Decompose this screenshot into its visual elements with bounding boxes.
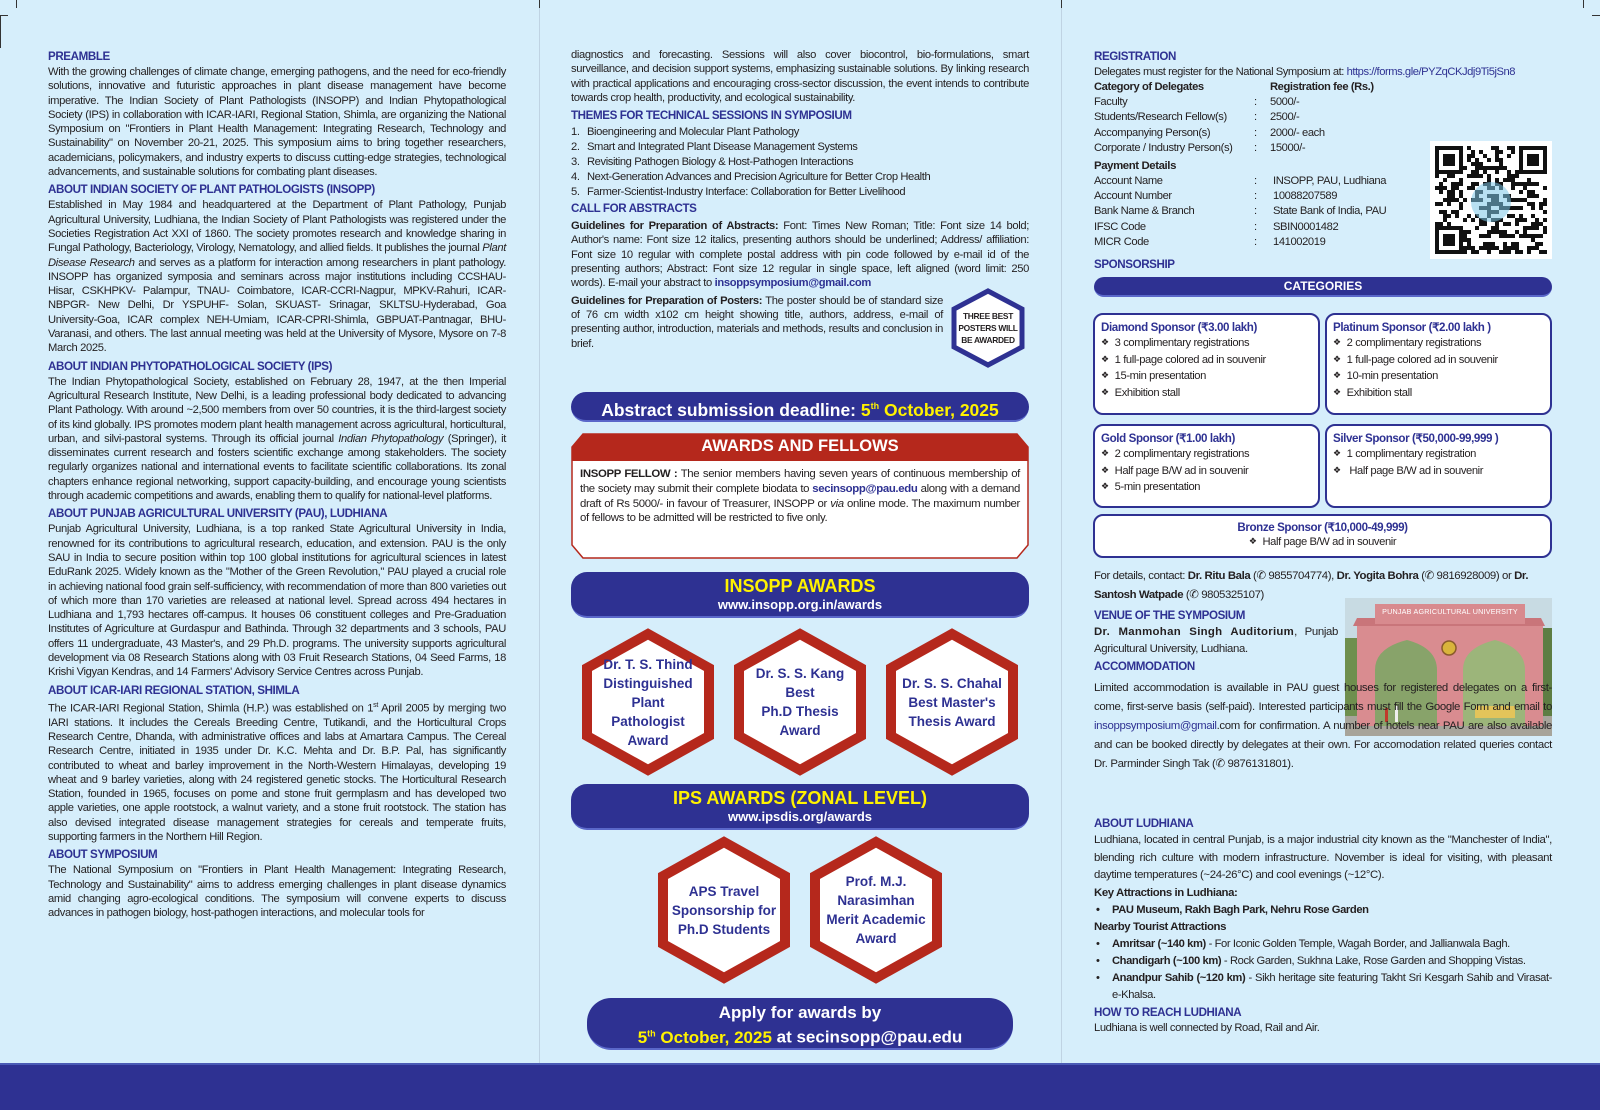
row-label: Bank Name & Branch	[1094, 205, 1195, 218]
accommodation-heading: ACCOMMODATION	[1094, 660, 1195, 673]
row-value: 141002019	[1273, 235, 1326, 248]
column-middle	[571, 48, 1029, 1047]
fee-column-header: Registration fee (Rs.)	[1270, 81, 1374, 93]
row-separator: :	[1254, 205, 1257, 218]
ips-awards-list	[571, 836, 1029, 986]
award-line: Distinguished	[603, 675, 693, 691]
insopp-journal: Plant Disease Research	[48, 242, 506, 269]
ips-text-a: The Indian Phytopathological Society, established on February 28, 1947, at the then Imperial Agricultural Research Institute, New Delhi, is a leading professional body dedicated to advancing Plant Pathology. With around ~2,500 members from over 50 countries, it is the third-largest society of its kind globally. IPS promotes modern plant health management across agricultural, horticultural, urban, and silvi-pastoral systems. Through its official journal	[48, 375, 506, 445]
crop-mark	[1061, 0, 1062, 8]
ips-awards-banner	[571, 784, 1029, 830]
fellow-text-c: online mode. The maximum number of fellows to be admitted will be restricted to five only.	[580, 497, 1020, 525]
insopp-awards-url[interactable]: www.insopp.org.in/awards	[717, 597, 883, 612]
best-posters-badge	[951, 288, 1025, 368]
badge-line: BE AWARDED	[961, 334, 1015, 345]
iari-text-b: April 2005 by merging two IARI stations. It includes the Cereals Breeding Centre, Tutikandi, and the Horticultural Crops Research Centre, Dhanda, with administrative offices and labs at Amartara Campus. The Cereal Research Centre, initiated in 1935 under Dr. K.C. Mehta and Dr. B.P. Pal, has significantly contributed to wheat and barley improvement in the North-Western Himalayas, developing 19 wheat and 9 barley varieties, along with 24 registered genetic stocks. The Horticultural Research Station, founded in 1965, focuses on pome and stone fruit germplasm and has developed two apple varieties, one apple rootstock, a walnut variety, and a stone fruit rootstock. The station has also devised integrated disease management strategies for cereals and temperate fruits, supporting farmers in the Northern Hill Region.	[48, 702, 506, 843]
row-value: 15000/-	[1270, 141, 1306, 154]
gold-sponsor-card	[1093, 424, 1320, 508]
contact-person: Dr. Santosh Watpade	[1094, 570, 1529, 601]
registration-table-header	[1094, 80, 1552, 95]
award-name	[823, 836, 929, 984]
gate-sign-text: PUNJAB AGRICULTURAL UNIVERSITY	[1382, 607, 1518, 616]
deadline-day: 5	[860, 399, 871, 420]
symposium-text: The National Symposium on "Frontiers in Plant Health Management: Integrating Research, Technology and Sustainability" aims to address emerging challenges in plant disease dynamics amid changing agro-ecological conditions. The symposium will convene experts to discuss advances in pathogen biology, host-pathogen interactions, and molecular tools for	[48, 864, 506, 920]
theme-item	[571, 155, 1029, 170]
row-value: State Bank of India, PAU	[1273, 205, 1387, 218]
sponsor-benefit: ❖ 5-min presentation	[1101, 479, 1312, 496]
poster-guidelines-text: The poster should be of standard size of 76 cm width x102 cm height showing title, authors, address, e-mail of presenting author, introduction, materials and methods, results and conclusion in brief.	[571, 294, 943, 350]
award-line: Award	[855, 931, 897, 946]
nearby-attraction	[1094, 970, 1552, 1004]
row-label: Account Number	[1094, 190, 1172, 203]
silver-sponsor-title: Silver Sponsor (₹50,000-99,999 )	[1333, 432, 1499, 445]
attraction-name: Anandpur Sahib (~120 km)	[1112, 971, 1246, 984]
awards-fellows-panel	[571, 433, 1029, 559]
badge-line: THREE BEST	[962, 310, 1014, 321]
award-line: Best Master's	[908, 694, 996, 710]
theme-number: 4.	[571, 171, 580, 184]
award-line: Narasimhan	[837, 893, 915, 908]
awards-fellows-heading: AWARDS AND FELLOWS	[701, 437, 899, 455]
apply-line2	[587, 1023, 1013, 1048]
deadline-date	[861, 400, 999, 420]
award-line: Ph.D Students	[677, 921, 771, 937]
theme-title: Smart and Integrated Plant Disease Management Systems	[587, 141, 858, 154]
sponsor-benefit: ❖ 3 complimentary registrations	[1101, 335, 1312, 352]
platinum-sponsor-card	[1325, 313, 1552, 415]
reach-heading: HOW TO REACH LUDHIANA	[1094, 1005, 1242, 1019]
award-line: Best	[785, 685, 815, 700]
row-separator: :	[1254, 111, 1257, 124]
sponsor-benefit: ❖ Exhibition stall	[1333, 385, 1544, 402]
sponsor-benefit: ❖ 1 full-page colored ad in souvenir	[1333, 352, 1544, 369]
ips-text-b: (Springer), it disseminates current research and fosters scientific exchange among stakeholders. The society regularly organizes national and international events to facilitate scientific collaborations. Its zonal chapters enhance regional networking, support capacity-building, and encourage young scientists through academic competitions and awards, enabling them to qualify for national-level platforms.	[48, 432, 507, 503]
ips-awards-title: IPS AWARDS (ZONAL LEVEL)	[672, 788, 927, 808]
row-separator: :	[1254, 126, 1257, 139]
fellow-label: INSOPP FELLOW :	[580, 468, 678, 480]
row-label: MICR Code	[1094, 235, 1149, 248]
table-row	[1094, 95, 1552, 110]
apply-date	[638, 1028, 772, 1047]
silver-sponsor-benefits	[1333, 446, 1544, 479]
fellow-email-link[interactable]: secinsopp@pau.edu	[812, 482, 918, 495]
row-separator: :	[1254, 175, 1257, 188]
theme-number: 3.	[571, 156, 580, 169]
gold-sponsor-title: Gold Sponsor (₹1.00 lakh)	[1101, 432, 1235, 445]
theme-title: Bioengineering and Molecular Plant Pathology	[587, 126, 799, 139]
poster-guidelines-label: Guidelines for Preparation of Posters:	[571, 294, 763, 307]
award-line: Dr. S. S. Chahal	[902, 675, 1002, 691]
crop-mark	[16, 0, 17, 8]
diamond-sponsor-card	[1093, 313, 1320, 415]
insopp-awards-list	[571, 628, 1029, 778]
registration-qr-code[interactable]	[1430, 141, 1552, 259]
venue-heading: VENUE OF THE SYMPOSIUM	[1094, 609, 1245, 622]
award-name	[747, 628, 853, 776]
ips-text	[48, 375, 506, 504]
contact-prefix: For details, contact:	[1094, 570, 1188, 582]
iari-text	[48, 699, 506, 845]
iari-text-a: The ICAR-IARI Regional Station, Shimla (H.P.) was established on 1	[48, 702, 374, 715]
abstract-guidelines-text: Font: Times New Roman; Title: Font size 14 bold; Author's name: Font size 12 italics, presenting authors should be underlined; Address/ affiliation: Font size 10 regular with complete postal address with pin code followed by e-mail id of the presenting authors; Abstract: Font size 12 regular in single space, left aligned (word limit: 250 words). E-mail your abstract to	[571, 220, 1029, 290]
row-separator: :	[1254, 96, 1257, 109]
abstract-guidelines	[571, 219, 1029, 290]
venue-address: , Punjab Agricultural University, Ludhiana.	[1094, 626, 1338, 655]
row-label: Account Name	[1094, 175, 1163, 188]
iari-sup: st	[373, 701, 378, 709]
theme-number: 2.	[571, 141, 580, 154]
award-line: Merit Academic	[826, 912, 926, 927]
attraction-desc: - For Iconic Golden Temple, Wagah Border, and Jallianwala Bagh.	[1205, 937, 1510, 950]
venue-name: Dr. Manmohan Singh Auditorium	[1094, 626, 1295, 638]
pau-text: Punjab Agricultural University, Ludhiana, is a top ranked State Agricultural University in India, renowned for its contributions to agricultural research, education, and extension. PAU is the only SAU in India to secure position within top 100 global institutions for agricultural sciences in latest EduRank 2025. Widely known as the "Mother of the Green Revolution," PAU played a crucial role in achieving national food grain self-sufficiency, with recommendation of more than 800 varieties out of which more than 170 varieties are released at national level. Spread across 494 hectares in Ludhiana and 1,793 hectares off-campus. It houses 06 constituent colleges and Pre-Graduation Institutes of Agriculture at Gurdaspur and Bathinda. Through 32 departments and 3 schools, PAU offers 11 undergraduate, 43 Master's, and 29 Ph.D. programs. The university supports agricultural development via 08 Research Stations along with 03 Fruit Research Stations, 04 Seed Farms, 18 Krishi Vigyan Kendras, and 14 Farmers' Advisory Service Centres across Punjab.	[48, 523, 507, 679]
sponsor-benefit: ❖ Half page B/W ad in souvenir	[1333, 463, 1544, 480]
award-line: Dr. S. S. Kang	[755, 666, 845, 681]
row-value: 10088207589	[1273, 190, 1338, 203]
insopp-text	[48, 198, 506, 355]
fold-line	[1061, 0, 1062, 1110]
nearby-attraction	[1094, 953, 1552, 970]
accommodation-text-a: Limited accommodation is available in PAU guest houses for registered delegates on a first-come, first-serve basis (self-paid). Interested participants must fill the Google Form and email to	[1094, 682, 1552, 713]
apply-email[interactable]: at secinsopp@pau.edu	[771, 1027, 963, 1047]
themes-heading: THEMES FOR TECHNICAL SESSIONS IN SYMPOSIUM	[571, 109, 852, 123]
theme-number: 5.	[571, 186, 580, 199]
deadline-sup: th	[870, 401, 880, 411]
award-hexagon	[657, 836, 791, 984]
contact-person: Dr. Ritu Bala	[1187, 570, 1251, 582]
ludhiana-heading: ABOUT LUDHIANA	[1094, 817, 1194, 830]
ludhiana-text: Ludhiana, located in central Punjab, is a major industrial city known as the "Manchester of India", blending rich culture with modern infrastructure. November is ideal for visiting, with pleasant daytime temperatures (~24-26°C) and cool evenings (~12°C).	[1094, 834, 1552, 881]
platinum-sponsor-title: Platinum Sponsor (₹2.00 lakh )	[1333, 321, 1491, 334]
award-line: Sponsorship for	[671, 902, 777, 918]
award-line: Award	[627, 732, 669, 748]
deadline-label: Abstract submission deadline:	[601, 399, 861, 420]
sponsor-benefit: ❖ 10-min presentation	[1333, 368, 1544, 385]
row-value: 2000/- each	[1270, 126, 1325, 139]
row-value: 5000/-	[1270, 96, 1300, 109]
award-line: Award	[779, 723, 821, 738]
award-name	[595, 628, 701, 776]
registration-heading: REGISTRATION	[1094, 50, 1176, 63]
themes-list	[571, 125, 1029, 200]
apply-day: 5	[637, 1027, 648, 1047]
award-hexagon	[885, 628, 1019, 776]
poster-guidelines-block	[571, 294, 1029, 360]
registration-form-link[interactable]: https://forms.gle/PYZqCKJdj9Ti5jSn8	[1346, 66, 1516, 78]
row-value: 2500/-	[1270, 111, 1300, 124]
insopp-awards-title: INSOPP AWARDS	[724, 576, 876, 596]
award-name	[899, 628, 1005, 776]
insopp-awards-banner	[571, 572, 1029, 618]
poster-guidelines	[571, 294, 943, 351]
preamble-text: With the growing challenges of climate change, emerging pathogens, and the need for eco-friendly solutions, innovative and futuristic approaches in plant disease management have become imperative. The Indian Society of Plant Pathologists (INSOPP) and Indian Phytopathological Society (IPS) in collaboration with ICAR-IARI, Regional Station, Shimla, are organizing the National Symposium on "Frontiers in Plant Health Management: Integrating Research, Technology and Sustainability" on November 20-21, 2025. This symposium aims to bring together researchers, academicians, policymakers, and industry experts to discuss cutting-edge strategies, technological advancements, and sustainable solutions for combating plant diseases.	[48, 66, 506, 179]
fellow-via: via	[830, 497, 844, 510]
award-name	[671, 836, 777, 984]
venue-block	[1094, 607, 1338, 675]
theme-title: Farmer-Scientist-Industry Interface: Collaboration for Better Livelihood	[587, 186, 906, 199]
abstract-deadline-banner	[571, 392, 1029, 422]
crop-mark	[1592, 15, 1600, 16]
nearby-attraction	[1094, 936, 1552, 953]
theme-number: 1.	[571, 126, 580, 139]
diamond-sponsor-benefits	[1101, 335, 1312, 401]
nearby-attractions-list	[1094, 936, 1552, 1004]
gold-sponsor-benefits	[1101, 446, 1312, 496]
sponsor-benefit: ❖ Half page B/W ad in souvenir	[1101, 463, 1312, 480]
attraction-name: Amritsar (~140 km)	[1112, 937, 1206, 950]
award-hexagon	[581, 628, 715, 776]
crop-mark	[0, 15, 8, 16]
platinum-sponsor-benefits	[1333, 335, 1544, 401]
award-hexagon	[809, 836, 943, 984]
contact-phone: (✆ 9805325107)	[1183, 589, 1264, 601]
sponsor-benefit: ❖ 2 complimentary registrations	[1333, 335, 1544, 352]
row-label: Faculty	[1094, 96, 1128, 109]
ips-journal: Indian Phytopathology	[338, 432, 444, 445]
insopp-heading: ABOUT INDIAN SOCIETY OF PLANT PATHOLOGISTS (INSOPP)	[48, 183, 375, 197]
award-line: Plant Pathologist	[611, 694, 685, 729]
symposium-heading: ABOUT SYMPOSIUM	[48, 848, 158, 862]
fellow-text-b: along with a demand draft of Rs 5000/- in favour of Treasurer, INSOPP or	[580, 482, 1020, 510]
registration-intro-text: Delegates must register for the National Symposium at:	[1094, 66, 1347, 78]
award-line: Ph.D Thesis	[761, 704, 839, 719]
row-separator: :	[1254, 235, 1257, 248]
insopp-text-a: Established in May 1984 and headquartered at the Department of Plant Pathology, Punjab Agricultural University, Ludhiana, the Indian Society of Plant Pathologists was registered under the Societies Registration Act XXI of 1860. The society promotes research and knowledge sharing in Fungal Pathology, Bacteriology, Virology, Nematology, and allied fields. It publishes the journal	[48, 199, 506, 255]
theme-title: Revisiting Pathogen Biology & Host-Pathogen Interactions	[587, 156, 854, 169]
contact-phone: (✆ 9816928009) or	[1418, 570, 1515, 582]
theme-title: Next-Generation Advances and Precision Agriculture for Better Crop Health	[587, 171, 931, 184]
key-attractions-heading: Key Attractions in Ludhiana:	[1094, 886, 1238, 899]
bronze-sponsor-card	[1093, 514, 1552, 558]
nearby-heading: Nearby Tourist Attractions	[1094, 920, 1227, 933]
bronze-sponsor-benefits	[1101, 535, 1544, 549]
sponsor-benefit: ❖ 1 full-page colored ad in souvenir	[1101, 352, 1312, 369]
key-attraction: • PAU Museum, Rakh Bagh Park, Nehru Rose Garden	[1094, 902, 1552, 919]
deadline-month-year: October, 2025	[879, 399, 999, 420]
crop-mark	[1583, 0, 1584, 8]
contact-phone: (✆ 9855704774),	[1250, 570, 1337, 582]
sponsorship-heading: SPONSORSHIP	[1094, 258, 1175, 272]
preamble-heading: PREAMBLE	[48, 50, 110, 63]
apply-sup: th	[647, 1028, 656, 1038]
theme-item	[571, 185, 1029, 200]
silver-sponsor-card	[1325, 424, 1552, 508]
iari-heading: ABOUT ICAR-IARI REGIONAL STATION, SHIMLA	[48, 683, 300, 697]
key-attractions-list	[1094, 902, 1552, 919]
payment-heading: Payment Details	[1094, 160, 1176, 173]
award-line: Prof. M.J.	[845, 874, 907, 889]
reach-text: Ludhiana is well connected by Road, Rail and Air.	[1094, 1021, 1320, 1034]
row-separator: :	[1254, 220, 1257, 233]
column-right	[1094, 48, 1552, 297]
theme-item	[571, 170, 1029, 185]
venue-text	[1094, 624, 1338, 658]
table-row	[1094, 110, 1552, 125]
row-label: Corporate / Industry Person(s)	[1094, 141, 1233, 154]
table-row	[1094, 126, 1552, 141]
row-value: INSOPP, PAU, Ludhiana	[1273, 175, 1387, 188]
pau-heading: ABOUT PUNJAB AGRICULTURAL UNIVERSITY (PAU), LUDHIANA	[48, 507, 388, 521]
badge-text	[951, 310, 1025, 346]
ips-heading: ABOUT INDIAN PHYTOPATHOLOGICAL SOCIETY (IPS)	[48, 359, 333, 373]
crop-mark	[539, 0, 540, 8]
abstract-guidelines-label: Guidelines for Preparation of Abstracts:	[571, 220, 779, 233]
apply-month-year: October, 2025	[655, 1027, 772, 1047]
abstract-email-link[interactable]: insoppsymposium@gmail.com	[714, 277, 871, 290]
accommodation-text	[1094, 679, 1552, 774]
ips-awards-url[interactable]: www.ipsdis.org/awards	[728, 809, 872, 824]
ludhiana-block	[1094, 815, 1552, 1035]
registration-intro	[1094, 65, 1552, 80]
row-value: SBIN0001482	[1273, 220, 1339, 233]
row-label: Accompanying Person(s)	[1094, 126, 1211, 139]
diamond-sponsor-title: Diamond Sponsor (₹3.00 lakh)	[1101, 321, 1257, 334]
award-line: APS Travel	[688, 883, 760, 899]
attraction-desc: - Sikh heritage site featuring Takht Sri Kesgarh Sahib and Virasat-e-Khalsa.	[1112, 971, 1553, 1001]
footer-band	[0, 1063, 1600, 1110]
fold-line	[539, 0, 540, 1110]
award-hexagon	[733, 628, 867, 776]
bronze-benefit: ❖ Half page B/W ad in souvenir	[1101, 535, 1544, 549]
row-separator: :	[1254, 141, 1257, 154]
sponsor-benefit: ❖ 1 complimentary registration	[1333, 446, 1544, 463]
bronze-sponsor-title: Bronze Sponsor (₹10,000-49,999)	[1237, 521, 1408, 534]
category-column-header: Category of Delegates	[1094, 81, 1204, 93]
badge-line: POSTERS WILL	[958, 322, 1018, 333]
sponsor-benefit: ❖ Exhibition stall	[1101, 385, 1312, 402]
abstracts-heading: CALL FOR ABSTRACTS	[571, 202, 697, 216]
apply-line1: Apply for awards by	[718, 1003, 882, 1022]
row-label: Students/Research Fellow(s)	[1094, 111, 1227, 124]
theme-item	[571, 125, 1029, 140]
insopp-text-b: and serves as a platform for interaction among researchers in plant pathology. INSOPP has organized symposia and seminars across major institutions including CCSHAU- Hisar, CSKHPKV- Palampur, TNAU- Coimbatore, ICAR-CCRI-Nagpur, MPKV-Rahuri, ICAR-NBPGR- New Delhi, Dr YSPUHF- Solan, SKUAST- Srinagar, SKLTSU-Hyderabad, Goa University-Goa, ICAR complex NEH-Umiam, ICAR-CPRI-Shimla, GBPUAT-Pantnagar, BHU- Varanasi, and others. The last annual meeting was held at the University of Mysore, Mysore on 7-8 March 2025.	[48, 256, 506, 355]
sponsor-benefit: ❖ 2 complimentary registrations	[1101, 446, 1312, 463]
qr-code-icon	[1435, 146, 1547, 254]
fellow-text	[580, 467, 1020, 526]
column-left	[48, 48, 506, 920]
attraction-desc: - Rock Garden, Sukhna Lake, Rose Garden and Shopping Vistas.	[1221, 954, 1526, 967]
row-label: IFSC Code	[1094, 220, 1146, 233]
theme-item	[571, 140, 1029, 155]
crop-mark	[0, 15, 1, 48]
sponsor-benefit: ❖ 15-min presentation	[1101, 368, 1312, 385]
contact-person: Dr. Yogita Bohra	[1336, 570, 1419, 582]
award-line: Dr. T. S. Thind	[603, 656, 693, 672]
apply-awards-banner	[587, 998, 1013, 1050]
fellow-text-a: The senior members having seven years of continuous membership of the society may submit their complete biodata to	[580, 468, 1021, 495]
award-line: Thesis Award	[908, 713, 996, 729]
symposium-text-continued: diagnostics and forecasting. Sessions will also cover biocontrol, bio-formulations, smart surveillance, and decision support systems, emphasizing sustainable solutions. By linking research with practical applications and encouraging cross-sector discussion, the event intends to contribute towards crop health, productivity, and ecological sustainability.	[571, 49, 1029, 104]
accommodation-text-b: .com for confirmation. A number of hotels near PAU are also available and can be booked directly by delegates at their own. For accomodation related queries contact Dr. Parminder Singh Tak (✆ 9876131801).	[1094, 720, 1552, 770]
categories-banner: CATEGORIES	[1094, 277, 1552, 297]
accommodation-email-link[interactable]: insoppsymposium@gmail	[1094, 720, 1217, 732]
attraction-name: Chandigarh (~100 km)	[1112, 954, 1222, 967]
row-separator: :	[1254, 190, 1257, 203]
